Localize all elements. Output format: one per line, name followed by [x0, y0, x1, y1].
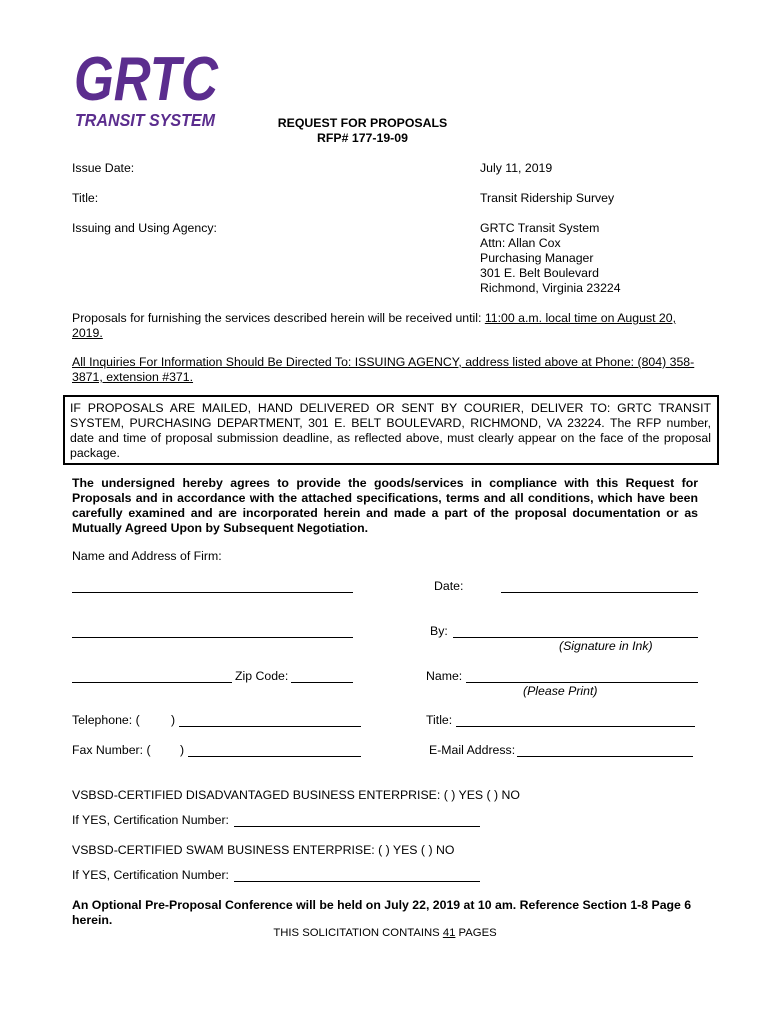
dbe-cert-number-label: If YES, Certification Number: [72, 813, 229, 827]
agency-line: Richmond, Virginia 23224 [480, 281, 621, 295]
fax-line[interactable] [188, 756, 361, 757]
issue-date-value: July 11, 2019 [480, 161, 553, 175]
title-line[interactable] [456, 726, 695, 727]
footer-prefix: THIS SOLICITATION CONTAINS [273, 927, 443, 939]
signature-hint: (Signature in Ink) [559, 639, 653, 653]
swam-certification: VSBSD-CERTIFIED SWAM BUSINESS ENTERPRISE: ( ) YES ( ) NO [72, 843, 455, 857]
name-label: Name: [426, 669, 463, 683]
issue-date-label: Issue Date: [72, 161, 135, 175]
signature-line[interactable] [453, 637, 698, 638]
agency-line: GRTC Transit System [480, 221, 600, 235]
fax-label: Fax Number: ( [72, 743, 151, 757]
agency-line: Attn: Allan Cox [480, 236, 561, 250]
document-title: REQUEST FOR PROPOSALS [277, 116, 448, 130]
proposals-text: Proposals for furnishing the services described herein will be received until: [72, 311, 485, 325]
title-label: Title: [72, 191, 99, 205]
document-header [240, 116, 485, 146]
inquiries-paragraph: All Inquiries For Information Should Be Directed To: ISSUING AGENCY, address listed above at Phone: (804) 358-3871, extension #371. [72, 355, 695, 384]
telephone-close-paren: ) [171, 713, 176, 727]
telephone-label: Telephone: ( [72, 713, 140, 727]
conference-note: An Optional Pre-Proposal Conference will be held on July 22, 2019 at 10 am. Reference Section 1-8 Page 6 herein. [72, 898, 692, 927]
delivery-instructions-text: IF PROPOSALS ARE MAILED, HAND DELIVERED OR SENT BY COURIER, DELIVER TO: GRTC TRANSIT SYSTEM, PURCHASING DEPARTMENT, 301 E. BELT BOULEVARD, RICHMOND, VA 23224. The RFP number, date and time of proposal submission deadline, as reflected above, must clearly appear on the face of the proposal package. [70, 401, 711, 460]
firm-address-line[interactable] [72, 637, 353, 638]
print-hint: (Please Print) [523, 684, 598, 698]
zip-code-line[interactable] [291, 682, 353, 683]
agency-label: Issuing and Using Agency: [72, 221, 217, 235]
swam-cert-number-line[interactable] [234, 881, 480, 882]
dbe-certification: VSBSD-CERTIFIED DISADVANTAGED BUSINESS ENTERPRISE: ( ) YES ( ) NO [72, 788, 521, 802]
grtc-logo-graphic [72, 44, 222, 130]
date-label: Date: [434, 579, 464, 593]
by-label: By: [430, 624, 448, 638]
rfp-number: RFP# 177-19-09 [317, 131, 408, 145]
delivery-instructions-box [63, 395, 719, 465]
page-count-footer [0, 927, 770, 939]
logo-letters: GRTC [74, 45, 220, 114]
firm-name-line[interactable] [72, 592, 353, 593]
grtc-logo [72, 44, 222, 130]
date-line[interactable] [501, 592, 698, 593]
agreement-paragraph: The undersigned hereby agrees to provide the goods/services in compliance with this Request for Proposals and in accordance with the attached specifications, terms and all conditions, which have been carefully examined and are incorporated herein and made a part of the proposal documentation or as Mutually Agreed Upon by Subsequent Negotiation. [72, 476, 698, 535]
email-line[interactable] [517, 756, 693, 757]
telephone-line[interactable] [179, 726, 361, 727]
agency-line: Purchasing Manager [480, 251, 594, 265]
swam-cert-number-label: If YES, Certification Number: [72, 868, 229, 882]
fax-close-paren: ) [180, 743, 185, 757]
city-state-line[interactable] [72, 682, 232, 683]
zip-code-label: Zip Code: [235, 669, 289, 683]
agency-line: 301 E. Belt Boulevard [480, 266, 599, 280]
name-address-label: Name and Address of Firm: [72, 549, 222, 563]
logo-tagline: TRANSIT SYSTEM [75, 110, 216, 130]
dbe-cert-number-line[interactable] [234, 826, 480, 827]
page-count: 41 [442, 927, 456, 939]
proposal-deadline: 11:00 a.m. local time on August 20, 2019. [72, 311, 677, 340]
email-label: E-Mail Address: [429, 743, 516, 757]
title-field-label: Title: [426, 713, 453, 727]
title-value: Transit Ridership Survey [480, 191, 615, 205]
proposals-paragraph [72, 311, 700, 341]
name-line[interactable] [466, 682, 698, 683]
footer-suffix: PAGES [455, 927, 497, 939]
agency-address [480, 221, 621, 296]
